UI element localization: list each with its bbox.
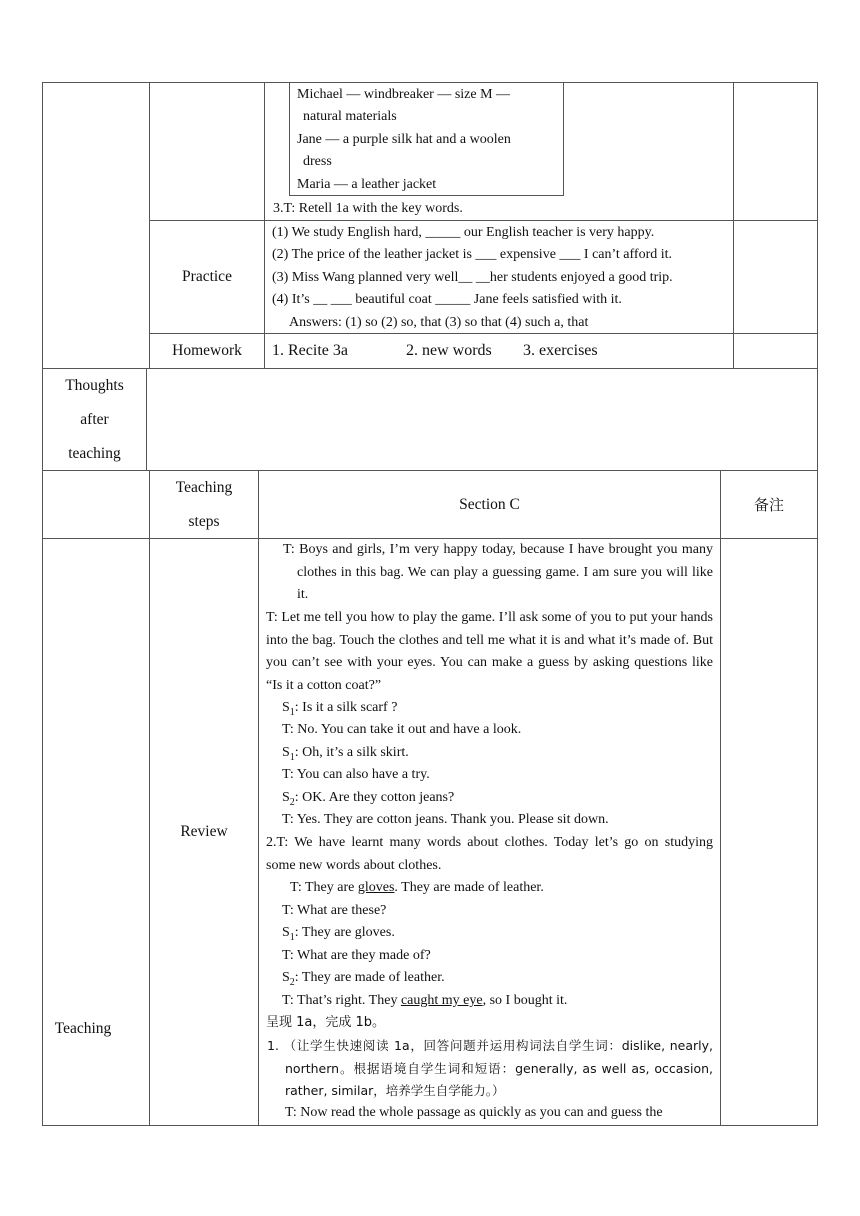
dialogue-line: T: They are gloves. They are made of leather. <box>290 880 544 895</box>
dialogue-line: $S_1$: They are gloves. <box>282 925 395 943</box>
dialogue-line: T: You can also have a try. <box>282 767 430 782</box>
table-rule <box>42 368 818 369</box>
box-line: Jane — a purple silk hat and a woolen <box>297 132 511 147</box>
chinese-instruction: 1. （让学生快速阅读 1a，回答问题并运用构词法自学生词：dislike, nearly, northern。根据语境自学生词和短语：generally, as well as, occasion, rather, similar，培养学生自学能力。） <box>267 1038 713 1098</box>
dialogue-line: T: What are these? <box>282 903 387 918</box>
teaching-label: Teaching <box>54 1020 112 1037</box>
section-title: Section C <box>459 495 520 513</box>
practice-item: (1) We study English hard, _____ our English teacher is very happy. <box>272 225 655 240</box>
review-paragraph: T: Boys and girls, I’m very happy today, because I have brought you many clothes in this bag. We can play a guessing game. I am sure you will like it. <box>283 542 713 602</box>
table-rule <box>258 470 259 1126</box>
practice-item: (3) Miss Wang planned very well__ __her students enjoyed a good trip. <box>272 270 673 285</box>
review-paragraph: T: Let me tell you how to play the game. I’ll ask some of you to put your hands into the bag. Touch the clothes and tell me what it is and what it’s made of. But you can’t see with your eyes. You can make a guess by asking questions like “Is it a cotton coat?” <box>266 610 713 693</box>
thoughts-label: Thoughts after teaching <box>65 376 124 462</box>
review-paragraph: 2.T: We have learnt many words about clothes. Today let’s go on studying some new words about clothes. <box>266 835 713 873</box>
table-border-bottom <box>42 1125 818 1126</box>
dialogue-line: T: No. You can take it out and have a look. <box>282 722 522 737</box>
dialogue-line: $S_2$: OK. Are they cotton jeans? <box>282 790 455 808</box>
teaching-steps-header: Teaching steps <box>175 478 233 530</box>
practice-item: (2) The price of the leather jacket is ___ expensive ___ I can’t afford it. <box>272 247 673 262</box>
homework-item: 2. new words <box>406 342 492 359</box>
dialogue-line: $S_1$: Oh, it’s a silk skirt. <box>282 745 409 763</box>
table-rule <box>720 470 721 1126</box>
table-rule <box>149 470 150 1126</box>
table-rule <box>146 368 147 471</box>
notes-header: 备注 <box>753 496 784 514</box>
table-border-left <box>42 82 43 1126</box>
homework-item: 3. exercises <box>523 342 598 359</box>
box-line: Michael — windbreaker — size M — <box>297 87 511 102</box>
dialogue-line: T: What are they made of? <box>282 948 431 963</box>
dialogue-line: T: Yes. They are cotton jeans. Thank you. Please sit down. <box>282 812 609 827</box>
box-line: Maria — a leather jacket <box>297 177 437 192</box>
box-line: dress <box>303 154 332 169</box>
practice-answers: Answers: (1) so (2) so, that (3) so that (4) such a, that <box>289 315 589 330</box>
retell-instruction: 3.T: Retell 1a with the key words. <box>273 201 463 216</box>
dialogue-line: $S_2$: They are made of leather. <box>282 970 445 988</box>
table-rule <box>264 82 265 369</box>
chinese-instruction: 呈现 1a，完成 1b。 <box>266 1015 386 1030</box>
review-paragraph: T: Now read the whole passage as quickly as you can and guess the <box>285 1105 663 1120</box>
homework-label: Homework <box>172 342 242 359</box>
practice-item: (4) It’s __ ___ beautiful coat _____ Jane feels satisfied with it. <box>272 292 622 307</box>
table-rule <box>733 82 734 369</box>
dialogue-line: T: That’s right. They caught my eye, so I bought it. <box>282 993 568 1008</box>
practice-label: Practice <box>182 268 232 285</box>
dialogue-line: $S_1$: Is it a silk scarf ? <box>282 700 398 718</box>
box-line: natural materials <box>303 109 397 124</box>
table-border-right <box>817 82 818 1126</box>
homework-item: 1. Recite 3a <box>272 342 348 359</box>
review-label: Review <box>180 823 228 840</box>
